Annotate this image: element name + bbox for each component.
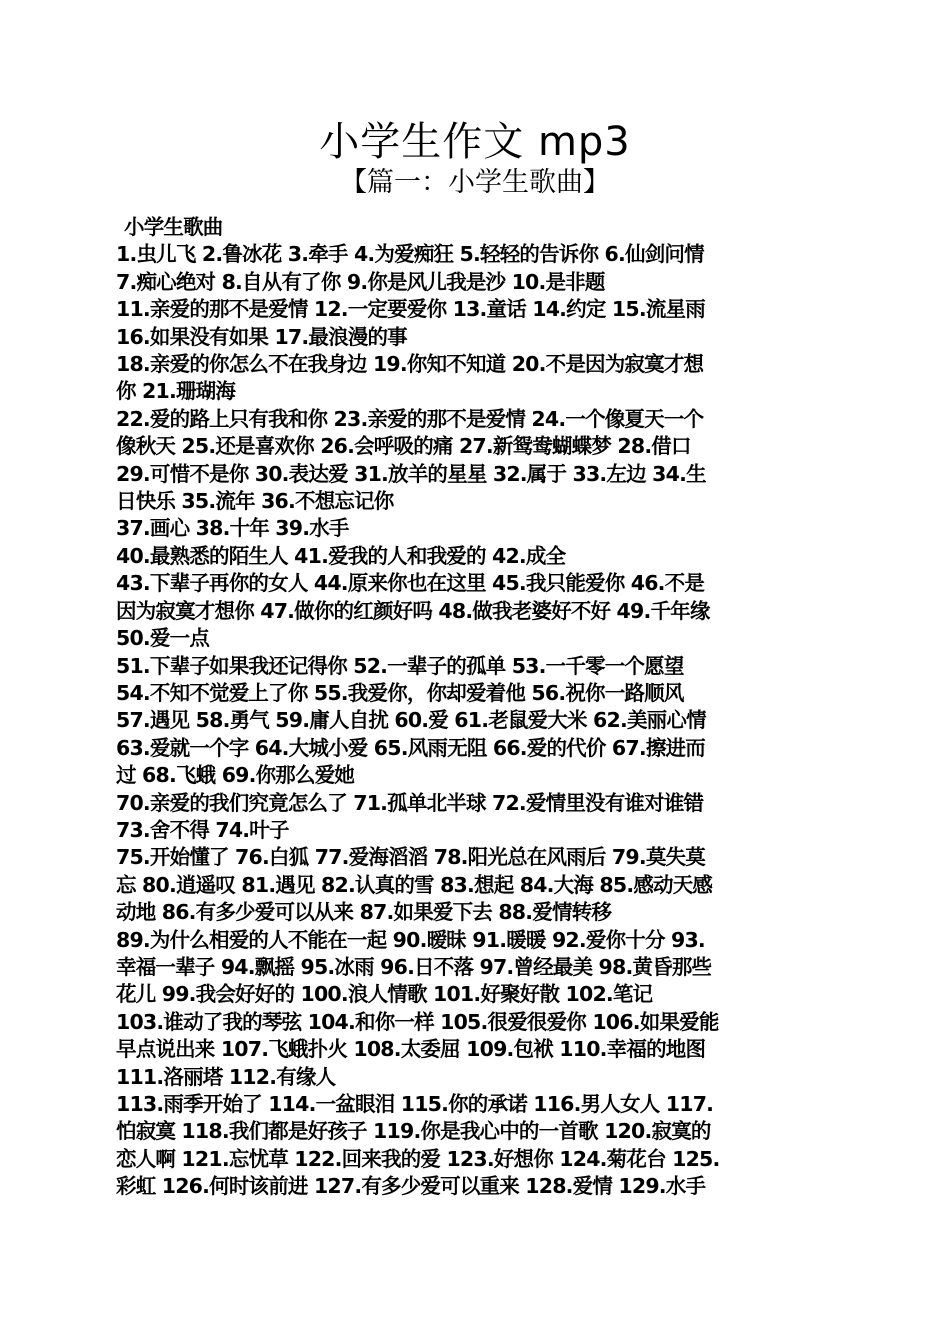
song-list-line: 54.不知不觉爱上了你 55.我爱你，你却爱着他 56.祝你一路顺风 bbox=[116, 680, 684, 705]
song-list-line: 113.雨季开始了 114.一盆眼泪 115.你的承诺 116.男人女人 117. bbox=[116, 1092, 714, 1116]
song-list-line: 早点说出来 107.飞蛾扑火 108.太委屈 109.包袱 110.幸福的地图 bbox=[116, 1037, 706, 1062]
song-list-line: 11.亲爱的那不是爱情 12.一定要爱你 13.童话 14.约定 15.流星雨 bbox=[116, 297, 705, 322]
song-list-line: 恋人啊 121.忘忧草 122.回来我的爱 123.好想你 124.菊花台 125. bbox=[116, 1146, 720, 1171]
song-list-line: 像秋天 25.还是喜欢你 26.会呼吸的痛 27.新鸳鸯蝴蝶梦 28.借口 bbox=[116, 434, 691, 459]
song-list-line: 43.下辈子再你的女人 44.原来你也在这里 45.我只能爱你 46.不是 bbox=[116, 571, 705, 596]
document-title: 小学生作文 mp3 bbox=[319, 119, 631, 165]
song-list-line: 16.如果没有如果 17.最浪漫的事 bbox=[116, 324, 407, 349]
song-list-line: 18.亲爱的你怎么不在我身边 19.你知不知道 20.不是因为寂寞才想 bbox=[116, 352, 704, 377]
song-list-line: 103.谁动了我的琴弦 104.和你一样 105.很爱很爱你 106.如果爱能 bbox=[116, 1009, 719, 1034]
song-list-line: 过 68.飞蛾 69.你那么爱她 bbox=[116, 763, 355, 788]
song-list-line: 22.爱的路上只有我和你 23.亲爱的那不是爱情 24.一个像夏天一个 bbox=[116, 406, 704, 431]
song-list-line: 你 21.珊瑚海 bbox=[116, 379, 236, 404]
song-list-line: 63.爱就一个字 64.大城小爱 65.风雨无阻 66.爱的代价 67.擦进而 bbox=[116, 735, 705, 760]
document-subtitle: 【篇一：小学生歌曲】 bbox=[340, 167, 610, 198]
song-list-line: 因为寂寞才想你 47.做你的红颜好吗 48.做我老婆好不好 49.千年缘 bbox=[116, 598, 710, 623]
song-list-line: 40.最熟悉的陌生人 41.爱我的人和我爱的 42.成全 bbox=[116, 543, 566, 568]
song-list-line: 73.舍不得 74.叶子 bbox=[116, 817, 289, 842]
song-list-line: 89.为什么相爱的人不能在一起 90.暧昧 91.暖暖 92.爱你十分 93. bbox=[116, 927, 705, 952]
song-list-line: 51.下辈子如果我还记得你 52.一辈子的孤单 53.一千零一个愿望 bbox=[116, 653, 684, 678]
song-list-line: 7.痴心绝对 8.自从有了你 9.你是风儿我是沙 10.是非题 bbox=[116, 269, 605, 294]
song-list-line: 1.虫儿飞 2.鲁冰花 3.牵手 4.为爱痴狂 5.轻轻的告诉你 6.仙剑问情 bbox=[116, 242, 704, 267]
song-list-line: 70.亲爱的我们究竟怎么了 71.孤单北半球 72.爱情里没有谁对谁错 bbox=[116, 790, 704, 815]
song-list-line: 57.遇见 58.勇气 59.庸人自扰 60.爱 61.老鼠爱大米 62.美丽心情 bbox=[116, 708, 706, 733]
song-list-line: 彩虹 126.何时该前进 127.有多少爱可以重来 128.爱情 129.水手 bbox=[116, 1174, 706, 1199]
song-list-line: 动地 86.有多少爱可以从来 87.如果爱下去 88.爱情转移 bbox=[116, 900, 612, 925]
song-list-line: 29.可惜不是你 30.表达爱 31.放羊的星星 32.属于 33.左边 34.生 bbox=[116, 461, 706, 486]
song-list-line: 日快乐 35.流年 36.不想忘记你 bbox=[116, 489, 394, 514]
song-list-line: 111.洛丽塔 112.有缘人 bbox=[116, 1064, 336, 1089]
song-list-line: 花儿 99.我会好好的 100.浪人情歌 101.好聚好散 102.笔记 bbox=[116, 982, 653, 1007]
document-body bbox=[116, 214, 832, 1201]
song-list-line: 幸福一辈子 94.飘摇 95.冰雨 96.日不落 97.曾经最美 98.黄昏那些 bbox=[116, 954, 712, 979]
song-list bbox=[116, 241, 832, 1200]
song-list-line: 75.开始懂了 76.白狐 77.爱海滔滔 78.阳光总在风雨后 79.莫失莫 bbox=[116, 845, 705, 870]
song-list-line: 忘 80.逍遥叹 81.遇见 82.认真的雪 83.想起 84.大海 85.感动天感 bbox=[116, 872, 713, 897]
song-list-line: 怕寂寞 118.我们都是好孩子 119.你是我心中的一首歌 120.寂寞的 bbox=[116, 1119, 711, 1144]
song-list-line: 50.爱一点 bbox=[116, 626, 210, 651]
section-heading: 小学生歌曲 bbox=[124, 215, 223, 239]
song-list-line: 37.画心 38.十年 39.水手 bbox=[116, 516, 349, 541]
